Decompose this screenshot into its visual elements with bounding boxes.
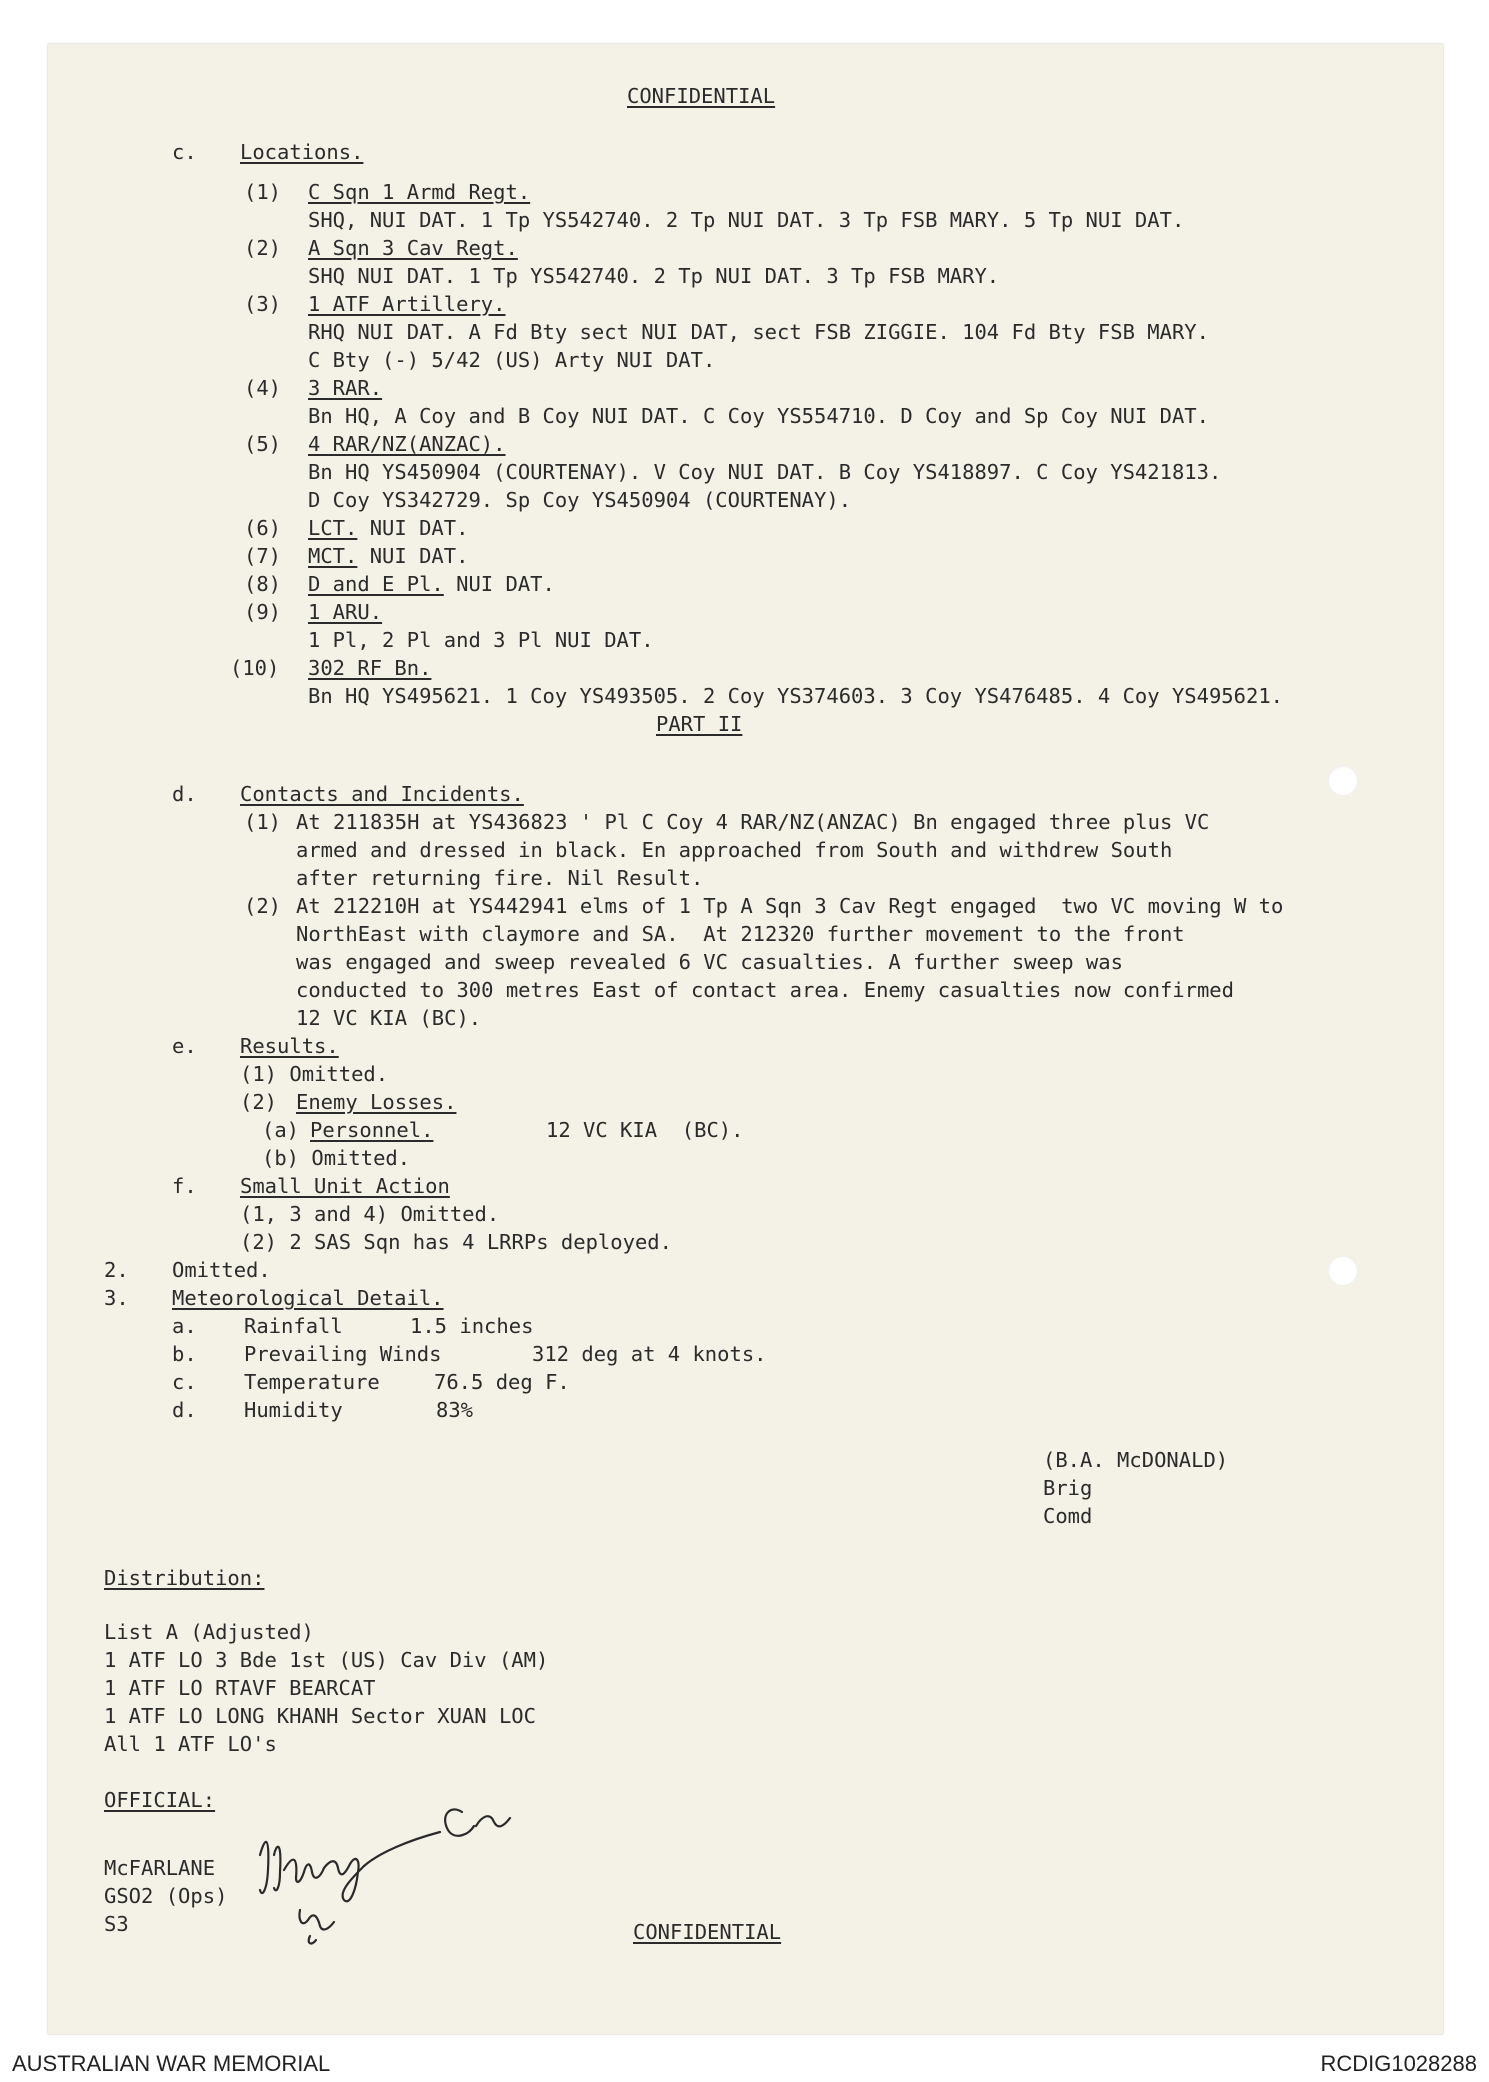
item-number: (7) xyxy=(244,544,282,568)
location-line: C Bty (-) 5/42 (US) Arty NUI DAT. xyxy=(308,348,716,372)
contact-line: conducted to 300 metres East of contact area. Enemy casualties now confirmed xyxy=(296,978,1234,1002)
met-value: 76.5 deg F. xyxy=(434,1370,570,1394)
classification-header: CONFIDENTIAL xyxy=(627,84,776,108)
punch-hole xyxy=(1328,1256,1358,1286)
official-line: S3 xyxy=(104,1912,129,1936)
section-heading-results: Results. xyxy=(240,1034,339,1058)
section-heading-small-unit-action: Small Unit Action xyxy=(240,1174,450,1198)
location-line: Bn HQ YS495621. 1 Coy YS493505. 2 Coy YS374603. 3 Coy YS476485. 4 Coy YS495621. xyxy=(308,684,1284,708)
small-unit-line: (2) 2 SAS Sqn has 4 LRRPs deployed. xyxy=(240,1230,672,1254)
item-number: (8) xyxy=(244,572,282,596)
met-letter: d. xyxy=(172,1398,197,1422)
location-line xyxy=(308,516,468,540)
paragraph-text: Omitted. xyxy=(172,1258,271,1282)
section-heading-meteorological: Meteorological Detail. xyxy=(172,1286,444,1310)
signatory-name: (B.A. McDONALD) xyxy=(1043,1448,1229,1472)
punch-hole xyxy=(1328,766,1358,796)
distribution-line: 1 ATF LO LONG KHANH Sector XUAN LOC xyxy=(104,1704,536,1728)
unit-location: NUI DAT. xyxy=(443,572,555,596)
section-letter: c. xyxy=(172,140,197,164)
unit-name: MCT. xyxy=(308,544,358,568)
item-number: (1) xyxy=(244,810,282,834)
distribution-heading: Distribution: xyxy=(104,1566,265,1590)
item-number: (1) xyxy=(244,180,282,204)
unit-name: 3 RAR. xyxy=(308,376,383,400)
contact-line: At 212210H at YS442941 elms of 1 Tp A Sqn 3 Cav Regt engaged two VC moving W to xyxy=(296,894,1284,918)
contact-line: was engaged and sweep revealed 6 VC casualties. A further sweep was xyxy=(296,950,1123,974)
contact-line: 12 VC KIA (BC). xyxy=(296,1006,482,1030)
result-value: 12 VC KIA (BC). xyxy=(546,1118,744,1142)
unit-location: NUI DAT. xyxy=(357,516,469,540)
item-number: (6) xyxy=(244,516,282,540)
section-heading-locations: Locations. xyxy=(240,140,364,164)
handwritten-signature xyxy=(240,1760,540,1950)
item-number: (9) xyxy=(244,600,282,624)
met-value: 1.5 inches xyxy=(410,1314,534,1338)
unit-name: 1 ARU. xyxy=(308,600,383,624)
unit-name: A Sqn 3 Cav Regt. xyxy=(308,236,518,260)
item-number: (a) xyxy=(262,1118,300,1142)
result-subheading: Enemy Losses. xyxy=(296,1090,457,1114)
unit-name: 302 RF Bn. xyxy=(308,656,432,680)
classification-footer: CONFIDENTIAL xyxy=(633,1920,782,1944)
location-line: SHQ, NUI DAT. 1 Tp YS542740. 2 Tp NUI DAT. 3 Tp FSB MARY. 5 Tp NUI DAT. xyxy=(308,208,1185,232)
unit-name: C Sqn 1 Armd Regt. xyxy=(308,180,531,204)
archive-footer xyxy=(0,2042,1489,2082)
met-label: Prevailing Winds xyxy=(244,1342,442,1366)
section-letter: e. xyxy=(172,1034,197,1058)
contact-line: after returning fire. Nil Result. xyxy=(296,866,704,890)
section-letter: d. xyxy=(172,782,197,806)
unit-name: LCT. xyxy=(308,516,358,540)
official-line: GSO2 (Ops) xyxy=(104,1884,228,1908)
signatory-role: Comd xyxy=(1043,1504,1093,1528)
item-number: (2) xyxy=(240,1090,278,1114)
met-value: 312 deg at 4 knots. xyxy=(532,1342,767,1366)
item-number: (3) xyxy=(244,292,282,316)
paragraph-number: 2. xyxy=(104,1258,129,1282)
archive-name: AUSTRALIAN WAR MEMORIAL xyxy=(12,2051,331,2076)
item-number: (2) xyxy=(244,236,282,260)
official-heading: OFFICIAL: xyxy=(104,1788,216,1812)
location-line: Bn HQ, A Coy and B Coy NUI DAT. C Coy YS554710. D Coy and Sp Coy NUI DAT. xyxy=(308,404,1209,428)
small-unit-line: (1, 3 and 4) Omitted. xyxy=(240,1202,500,1226)
met-value: 83% xyxy=(436,1398,474,1422)
location-line: SHQ NUI DAT. 1 Tp YS542740. 2 Tp NUI DAT. 3 Tp FSB MARY. xyxy=(308,264,1000,288)
section-heading-contacts: Contacts and Incidents. xyxy=(240,782,524,806)
met-label: Rainfall xyxy=(244,1314,343,1338)
contact-line: armed and dressed in black. En approached from South and withdrew South xyxy=(296,838,1173,862)
unit-name: 4 RAR/NZ(ANZAC). xyxy=(308,432,506,456)
distribution-line: All 1 ATF LO's xyxy=(104,1732,277,1756)
distribution-line: List A (Adjusted) xyxy=(104,1620,314,1644)
item-number: (10) xyxy=(230,656,280,680)
met-letter: a. xyxy=(172,1314,197,1338)
met-label: Humidity xyxy=(244,1398,343,1422)
unit-location: NUI DAT. xyxy=(357,544,469,568)
item-number: (5) xyxy=(244,432,282,456)
unit-name: 1 ATF Artillery. xyxy=(308,292,506,316)
location-line: RHQ NUI DAT. A Fd Bty sect NUI DAT, sect FSB ZIGGIE. 104 Fd Bty FSB MARY. xyxy=(308,320,1209,344)
item-number: (2) xyxy=(244,894,282,918)
item-number: (4) xyxy=(244,376,282,400)
archive-id: RCDIG1028288 xyxy=(1320,2051,1477,2076)
unit-name: D and E Pl. xyxy=(308,572,444,596)
location-line: 1 Pl, 2 Pl and 3 Pl NUI DAT. xyxy=(308,628,654,652)
distribution-line: 1 ATF LO 3 Bde 1st (US) Cav Div (AM) xyxy=(104,1648,549,1672)
location-line: Bn HQ YS450904 (COURTENAY). V Coy NUI DAT. B Coy YS418897. C Coy YS421813. xyxy=(308,460,1222,484)
met-letter: b. xyxy=(172,1342,197,1366)
met-letter: c. xyxy=(172,1370,197,1394)
location-line xyxy=(308,544,468,568)
result-line: (1) Omitted. xyxy=(240,1062,389,1086)
result-line: (b) Omitted. xyxy=(262,1146,411,1170)
location-line xyxy=(308,572,555,596)
paragraph-number: 3. xyxy=(104,1286,129,1310)
part-heading: PART II xyxy=(656,712,743,736)
result-subheading: Personnel. xyxy=(310,1118,434,1142)
met-label: Temperature xyxy=(244,1370,380,1394)
signatory-rank: Brig xyxy=(1043,1476,1093,1500)
contact-line: NorthEast with claymore and SA. At 212320 further movement to the front xyxy=(296,922,1185,946)
contact-line: At 211835H at YS436823 ' Pl C Coy 4 RAR/NZ(ANZAC) Bn engaged three plus VC xyxy=(296,810,1210,834)
location-line: D Coy YS342729. Sp Coy YS450904 (COURTENAY). xyxy=(308,488,852,512)
distribution-line: 1 ATF LO RTAVF BEARCAT xyxy=(104,1676,376,1700)
official-line: McFARLANE xyxy=(104,1856,216,1880)
section-letter: f. xyxy=(172,1174,197,1198)
